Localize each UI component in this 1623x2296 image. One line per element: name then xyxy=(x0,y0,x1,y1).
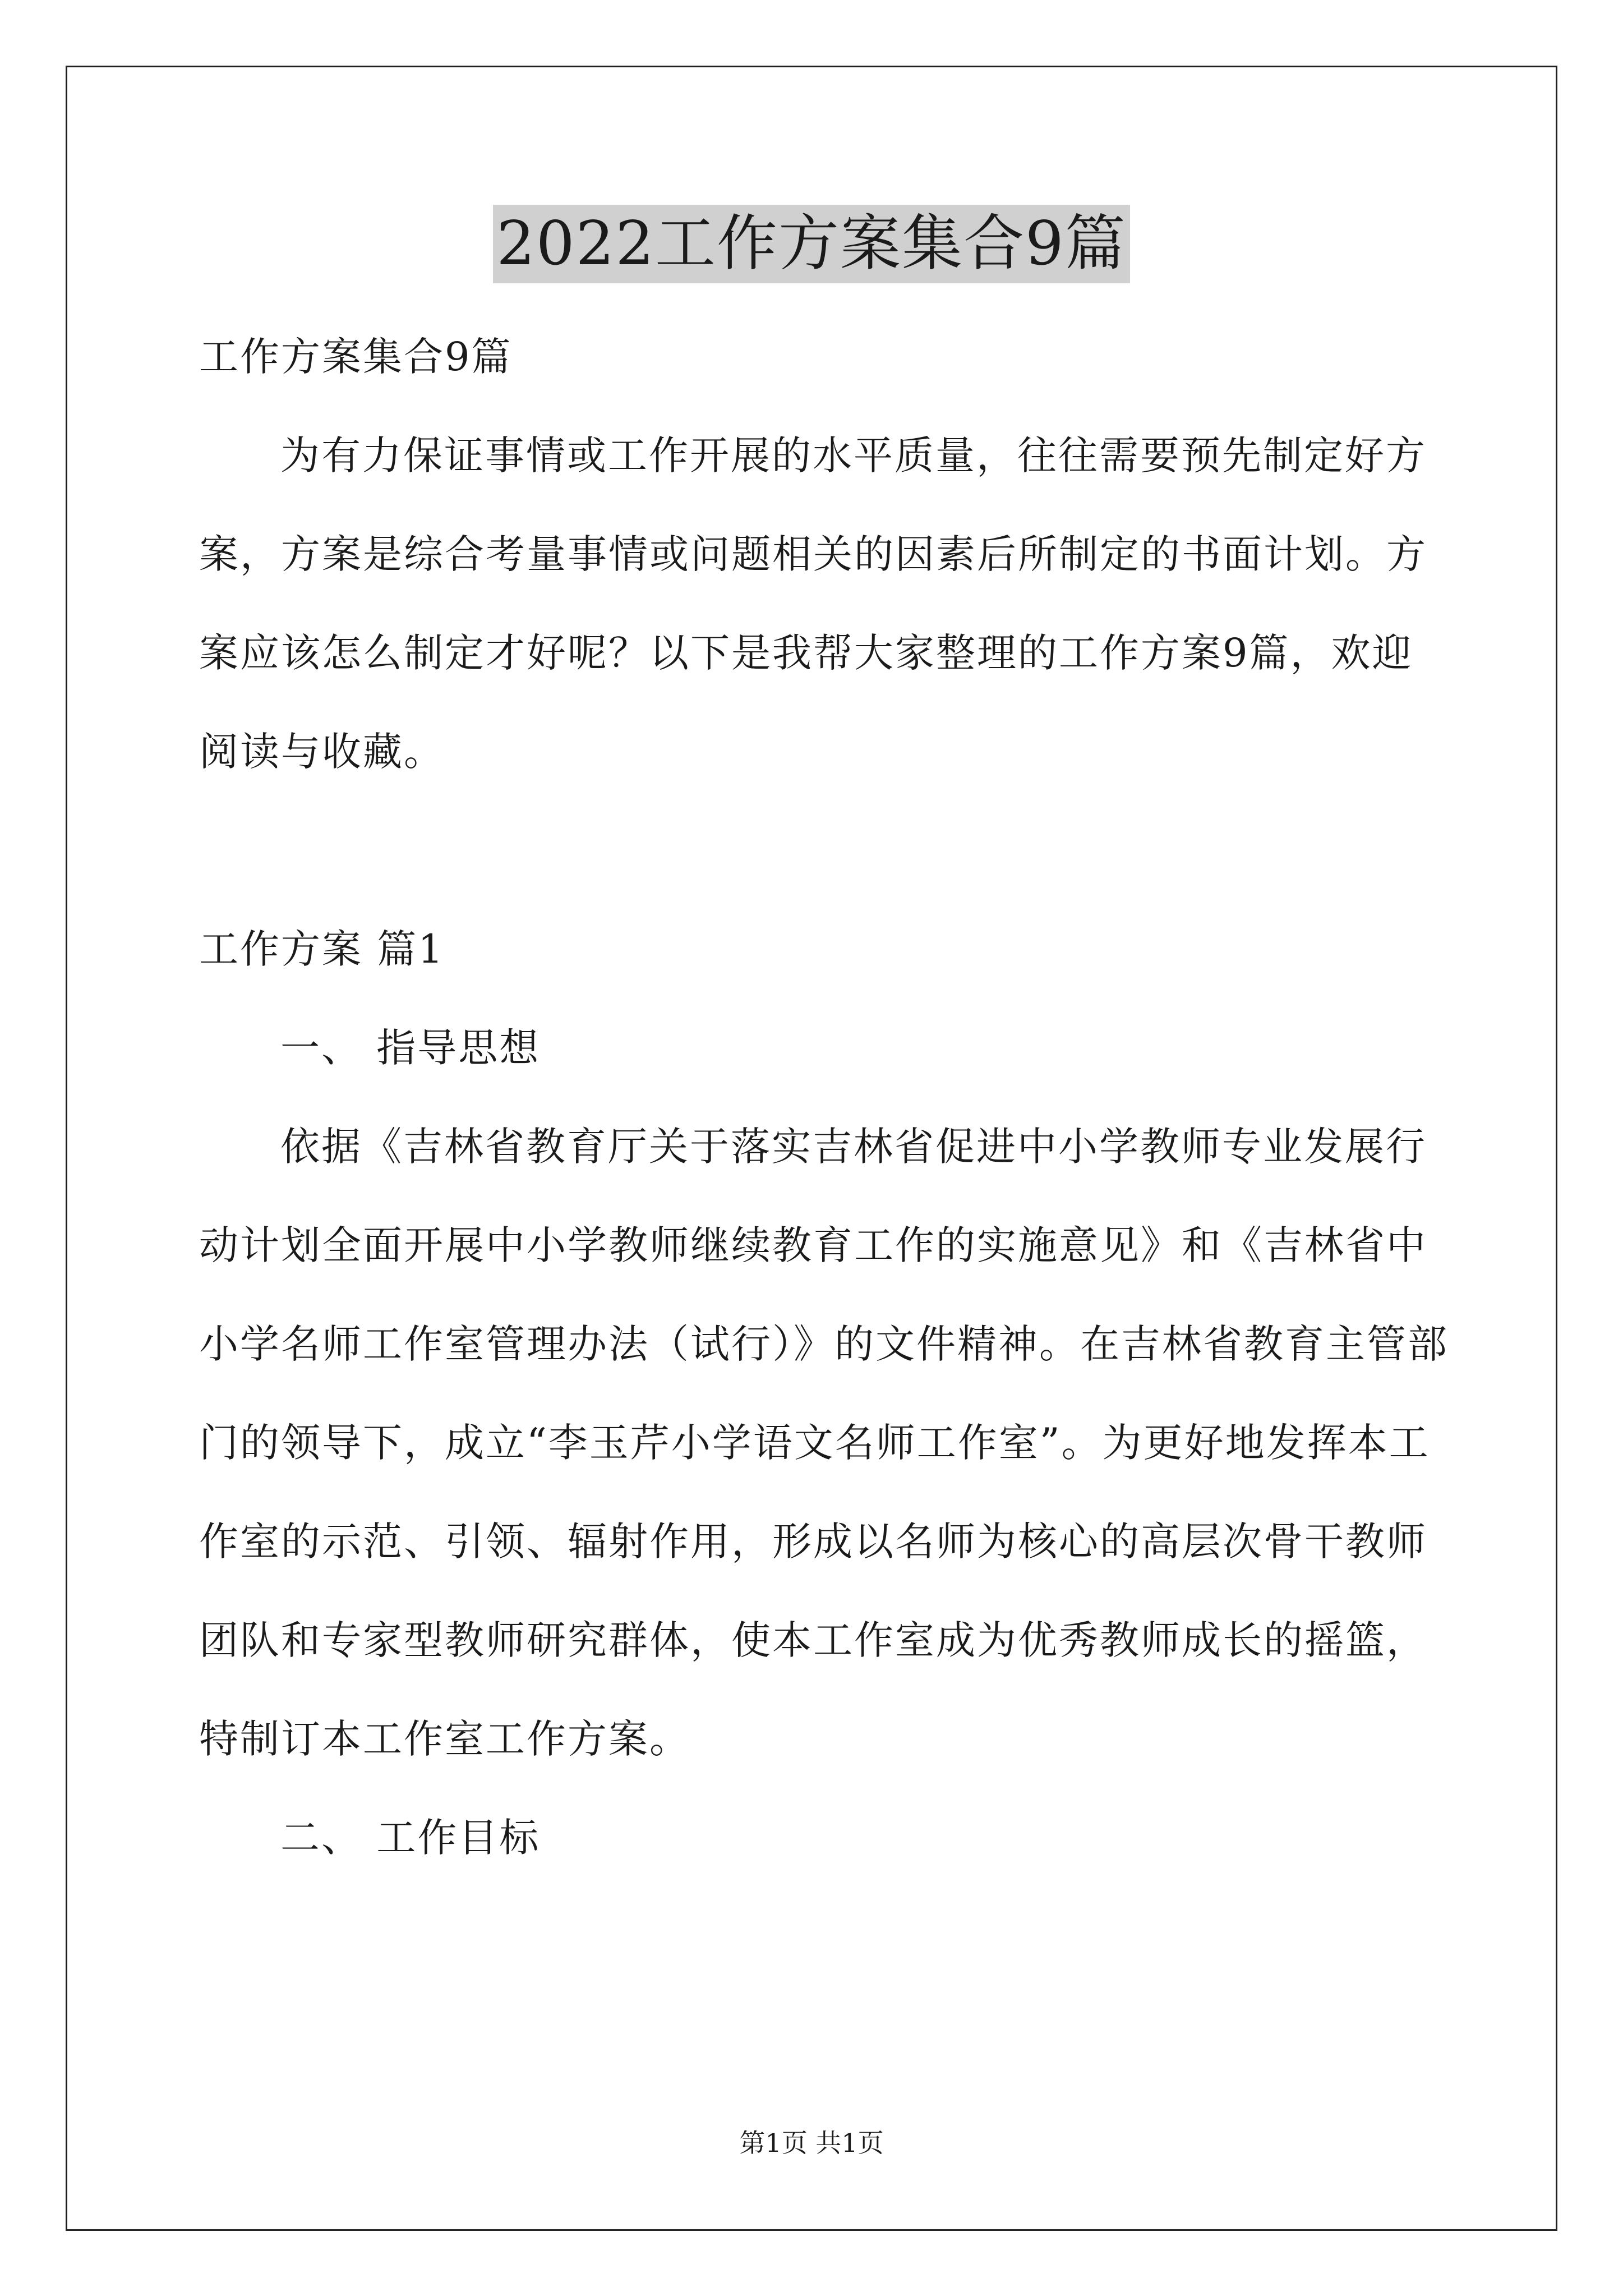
body-line: 作室的示范、引领、辐射作用，形成以名师为核心的高层次骨干教师 xyxy=(199,1519,1427,1565)
intro-line: 案应该怎么制定才好呢？以下是我帮大家整理的工作方案9篇，欢迎 xyxy=(199,630,1413,676)
body-line: 小学名师工作室管理办法（试行）》的文件精神。在吉林省教育主管部 xyxy=(199,1321,1449,1367)
title-container xyxy=(0,205,1623,283)
document-body xyxy=(199,307,1449,1887)
body-line: 团队和专家型教师研究群体，使本工作室成为优秀教师成长的摇篮， xyxy=(199,1617,1427,1663)
body-line: 门的领导下，成立“李玉芹小学语文名师工作室”。为更好地发挥本工 xyxy=(199,1420,1430,1466)
section-heading: 工作方案 篇1 xyxy=(199,926,445,972)
intro-paragraph xyxy=(199,406,1427,801)
page-footer: 第1页 共1页 xyxy=(739,2128,884,2158)
intro-line: 为有力保证事情或工作开展的水平质量，往往需要预先制定好方 xyxy=(280,432,1427,478)
body-paragraph xyxy=(199,1097,1449,1788)
heading-work-goals: 二、 工作目标 xyxy=(280,1815,541,1861)
body-line: 依据《吉林省教育厅关于落实吉林省促进中小学教师专业发展行 xyxy=(280,1124,1427,1170)
body-line: 动计划全面开展中小学教师继续教育工作的实施意见》和《吉林省中 xyxy=(199,1222,1427,1268)
body-line: 特制订本工作室工作方案。 xyxy=(199,1716,690,1762)
subtitle: 工作方案集合9篇 xyxy=(199,334,513,380)
heading-guiding-ideology: 一、 指导思想 xyxy=(280,1025,541,1071)
document-title: 2022工作方案集合9篇 xyxy=(493,205,1130,283)
intro-line: 案，方案是综合考量事情或问题相关的因素后所制定的书面计划。方 xyxy=(199,531,1427,577)
intro-line: 阅读与收藏。 xyxy=(199,729,445,775)
